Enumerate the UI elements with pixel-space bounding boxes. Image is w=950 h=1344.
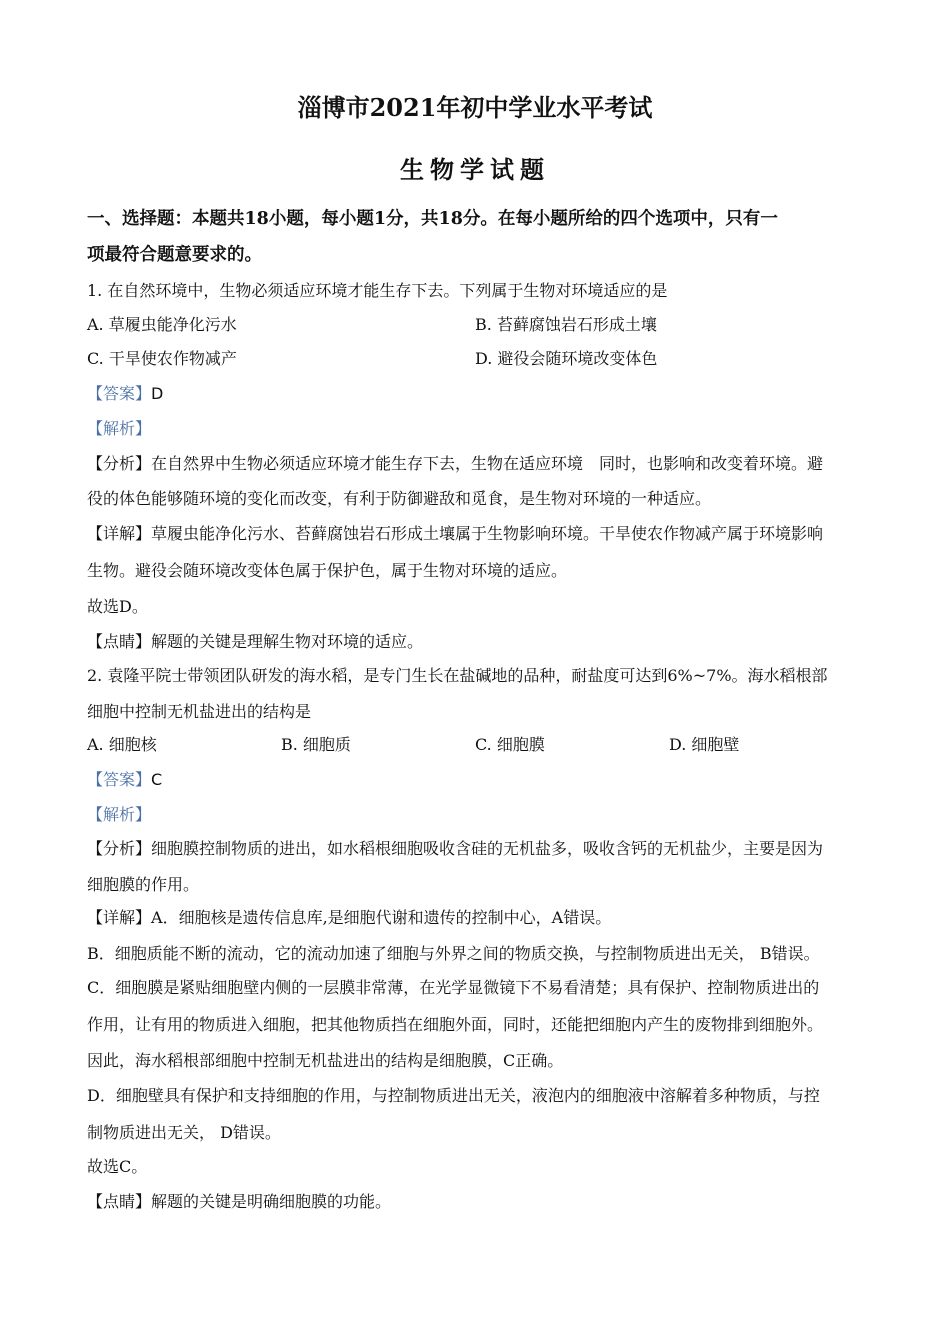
fenxi-text: 在自然界中生物必须适应环境才能生存下去，生物在适应环境 同时，也影响和改变着环境。避 xyxy=(151,454,824,473)
xiangjie-tag: 【详解】 xyxy=(87,524,152,543)
q1-fenxi-line2: 役的体色能够随环境的变化而改变，有利于防御避敌和觅食，是生物对环境的一种适应。 xyxy=(87,489,712,508)
q2-xiangjie-c-line2: 作用，让有用的物质进入细胞，把其他物质挡在细胞外面，同时，还能把细胞内产生的废物排到细胞外。 xyxy=(87,1015,824,1034)
dianjing-tag: 【点睛】 xyxy=(87,632,152,651)
section-heading-line2: 项最符合题意要求的。 xyxy=(87,245,262,265)
dianjing-text: 解题的关键是明确细胞膜的功能。 xyxy=(151,1192,392,1211)
q2-fenxi-line2: 细胞膜的作用。 xyxy=(87,875,200,894)
xiangjie-text: A．细胞核是遗传信息库,是细胞代谢和遗传的控制中心，A错误。 xyxy=(151,908,612,927)
q1-dianjing xyxy=(87,632,423,652)
answer-tag: 【答案】 xyxy=(87,770,152,789)
q2-dianjing xyxy=(87,1192,391,1212)
exam-title: 淄博市2021年初中学业水平考试 xyxy=(297,93,653,122)
exam-subtitle: 生物学试题 xyxy=(400,155,550,184)
q2-option-b: B. 细胞质 xyxy=(281,735,351,754)
q2-answer xyxy=(87,770,162,790)
q2-analysis-tag: 【解析】 xyxy=(87,805,152,824)
q2-xiangjie-b: B．细胞质能不断的流动，它的流动加速了细胞与外界之间的物质交换，与控制物质进出无关， B错误。 xyxy=(87,944,820,963)
q1-stem: 1. 在自然环境中，生物必须适应环境才能生存下去。下列属于生物对环境适应的是 xyxy=(87,281,668,300)
q1-xiangjie-line1 xyxy=(87,524,823,544)
q2-option-d: D. 细胞壁 xyxy=(669,735,740,754)
q2-xiangjie-a xyxy=(87,908,611,928)
answer-value: D xyxy=(151,384,164,403)
q1-option-d: D. 避役会随环境改变体色 xyxy=(475,349,658,368)
q2-fenxi-line1 xyxy=(87,839,823,859)
dianjing-text: 解题的关键是理解生物对环境的适应。 xyxy=(151,632,424,651)
q1-analysis-tag: 【解析】 xyxy=(87,419,152,438)
xiangjie-text: 草履虫能净化污水、苔藓腐蚀岩石形成土壤属于生物影响环境。干旱使农作物减产属于环境影响 xyxy=(151,524,824,543)
q1-option-a: A. 草履虫能净化污水 xyxy=(87,315,237,334)
q2-xiangjie-d-line2: 制物质进出无关， D错误。 xyxy=(87,1123,281,1142)
fenxi-tag: 【分析】 xyxy=(87,454,152,473)
q2-guxuan: 故选C。 xyxy=(87,1157,148,1176)
dianjing-tag: 【点睛】 xyxy=(87,1192,152,1211)
q1-xiangjie-line2: 生物。避役会随环境改变体色属于保护色，属于生物对环境的适应。 xyxy=(87,561,568,580)
q1-option-b: B. 苔藓腐蚀岩石形成土壤 xyxy=(475,315,657,334)
q2-xiangjie-d-line1: D．细胞壁具有保护和支持细胞的作用，与控制物质进出无关，液泡内的细胞液中溶解着多种物质，与控 xyxy=(87,1086,820,1105)
fenxi-tag: 【分析】 xyxy=(87,839,152,858)
answer-tag: 【答案】 xyxy=(87,384,152,403)
q1-fenxi-line1 xyxy=(87,454,823,474)
q2-xiangjie-c-line1: C．细胞膜是紧贴细胞壁内侧的一层膜非常薄，在光学显微镜下不易看清楚；具有保护、控制物质进出的 xyxy=(87,978,820,997)
section-heading-line1: 一、选择题：本题共18小题，每小题1分，共18分。在每小题所给的四个选项中，只有一 xyxy=(87,209,778,229)
q2-option-c: C. 细胞膜 xyxy=(475,735,545,754)
fenxi-text: 细胞膜控制物质的进出，如水稻根细胞吸收含硅的无机盐多，吸收含钙的无机盐少，主要是因为 xyxy=(151,839,824,858)
q2-stem-line2: 细胞中控制无机盐进出的结构是 xyxy=(87,702,312,721)
answer-value: C xyxy=(151,770,163,789)
q2-stem-line1: 2. 袁隆平院士带领团队研发的海水稻，是专门生长在盐碱地的品种，耐盐度可达到6%~7%。海水稻根部 xyxy=(87,666,828,685)
xiangjie-tag: 【详解】 xyxy=(87,908,152,927)
q2-option-a: A. 细胞核 xyxy=(87,735,157,754)
q2-xiangjie-c-line3: 因此，海水稻根部细胞中控制无机盐进出的结构是细胞膜，C正确。 xyxy=(87,1051,564,1070)
q1-answer xyxy=(87,384,163,404)
q1-option-c: C. 干旱使农作物减产 xyxy=(87,349,237,368)
q1-guxuan: 故选D。 xyxy=(87,597,148,616)
